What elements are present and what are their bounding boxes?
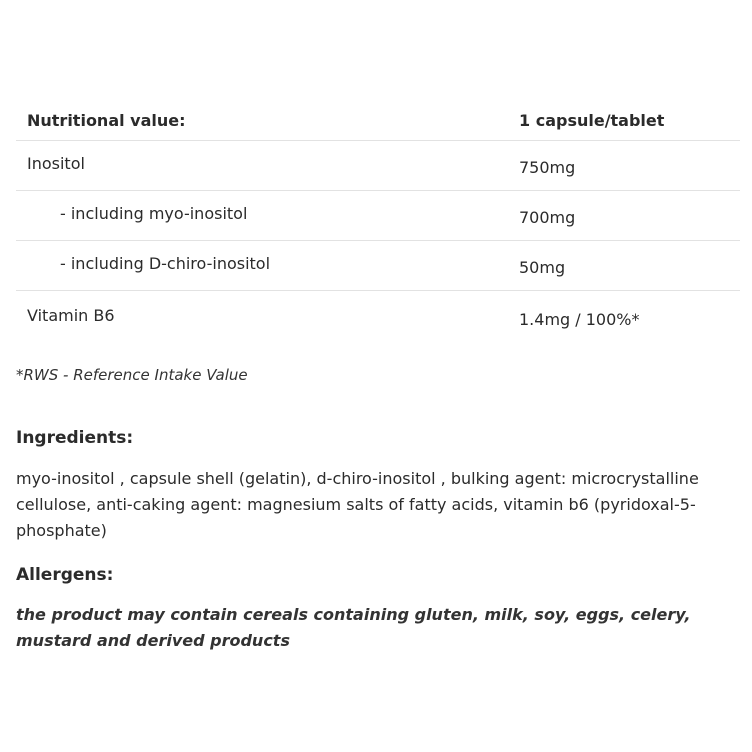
row-value-cell (508, 291, 740, 344)
row-value-cell (508, 141, 740, 191)
row-value-cell (508, 241, 740, 291)
row-label-cell (16, 191, 508, 241)
row-value: 750mg (519, 158, 576, 177)
ingredients-text: myo-inositol , capsule shell (gelatin), d-chiro-inositol , bulking agent: microcrystalline cellulose, anti-caking agent: magnesium salts of fatty acids, vitamin b6 (pyridoxal-5-phosphate) (16, 469, 699, 540)
row-value: 50mg (519, 258, 566, 277)
table-row (16, 191, 740, 241)
table-row (16, 241, 740, 291)
row-label: Inositol (27, 154, 85, 173)
reference-intake-footnote: *RWS - Reference Intake Value (16, 366, 248, 384)
row-label-cell (16, 291, 508, 344)
row-label: Vitamin B6 (27, 305, 115, 325)
ingredients-heading: Ingredients: (16, 428, 134, 448)
header-value: 1 capsule/tablet (519, 110, 665, 130)
nutrition-table-header (16, 100, 740, 141)
row-label: - including myo-inositol (60, 204, 248, 223)
table-row (16, 291, 740, 344)
allergens-heading: Allergens: (16, 565, 114, 585)
row-label-cell (16, 141, 508, 191)
table-row (16, 141, 740, 191)
header-value-cell (508, 100, 740, 141)
product-info (16, 100, 740, 650)
row-value: 700mg (519, 208, 576, 227)
row-label-cell (16, 241, 508, 291)
header-label-cell (16, 100, 508, 141)
header-label: Nutritional value: (27, 110, 186, 130)
row-value: 1.4mg / 100%* (519, 309, 640, 329)
nutrition-table (16, 100, 740, 343)
row-value-cell (508, 191, 740, 241)
row-label: - including D-chiro-inositol (60, 254, 271, 273)
allergens-text: the product may contain cereals containing gluten, milk, soy, eggs, celery, mustard and derived products (16, 605, 691, 650)
